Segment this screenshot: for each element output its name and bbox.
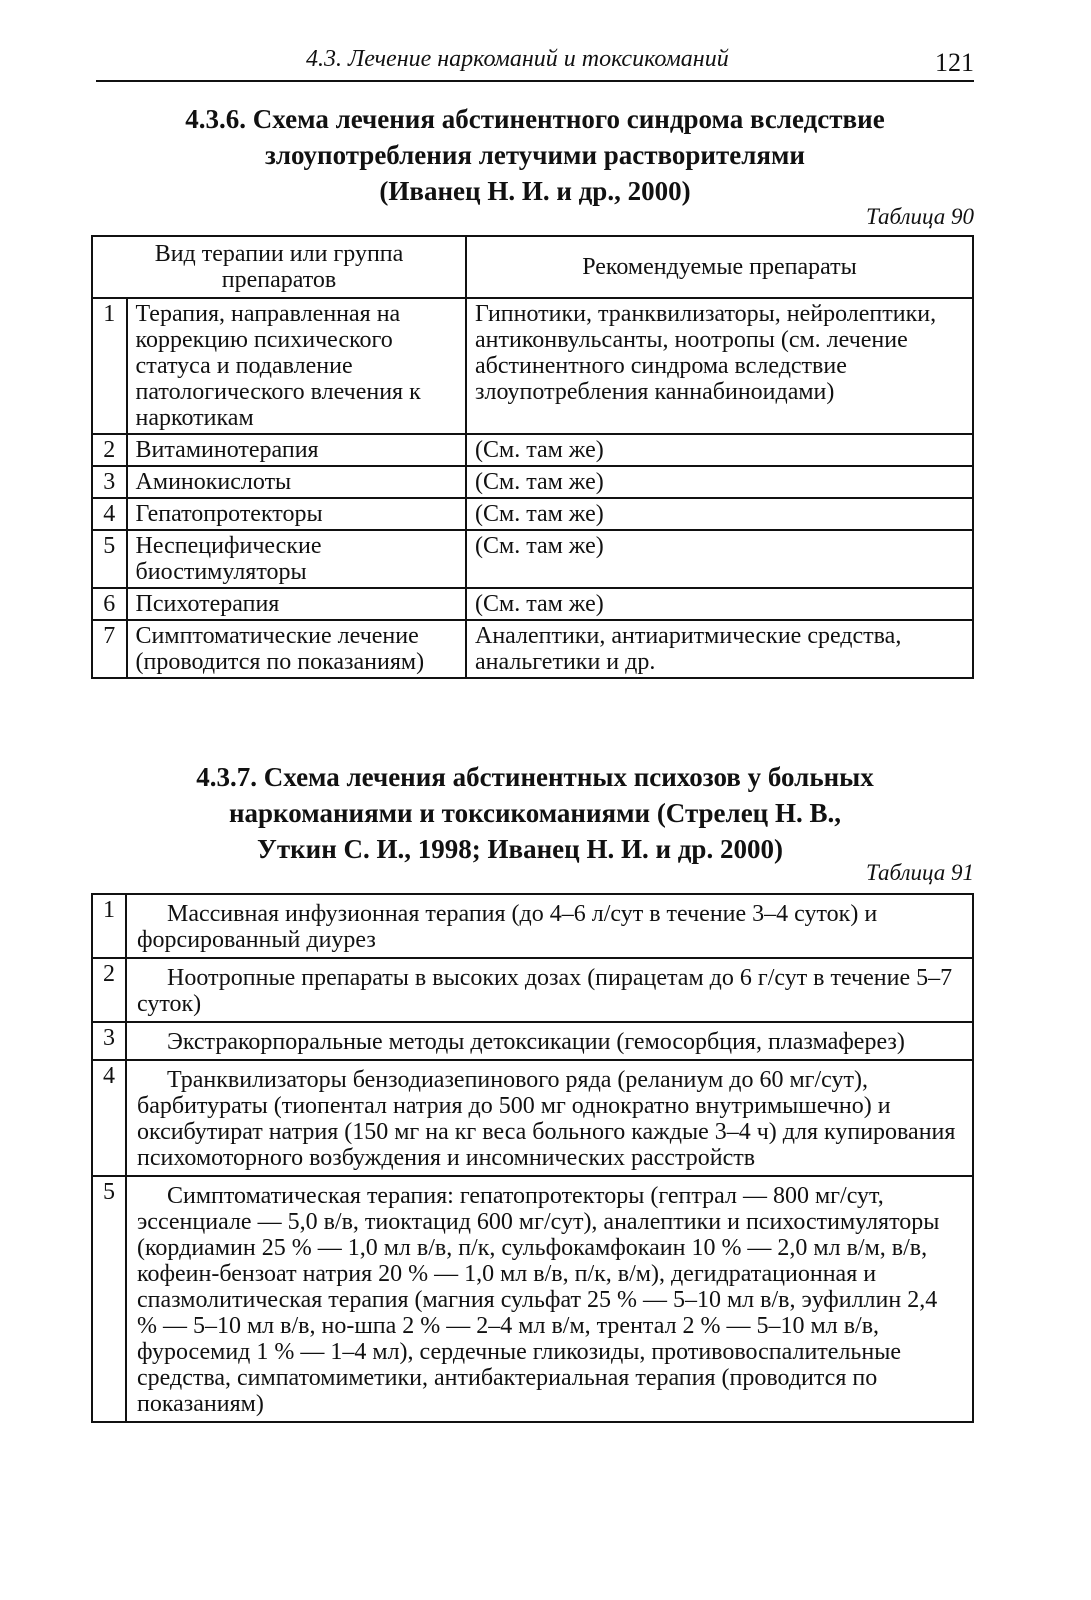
table-label-90: Таблица 90 bbox=[865, 204, 974, 229]
treatment-cell: Транквилизаторы бензодиазепинового ряда (реланиум до 60 мг/сут), барбитураты (тиопентал натрия до 500 мг однократно внутримышечно) и оксибутират натрия (150 мг на кг веса больного каждые 3–4 ч) для купирования психомоторного возбуждения и инсомнических расстройств bbox=[126, 1060, 973, 1176]
section-title-line: наркоманиями и токсикоманиями (Стрелец Н. В., bbox=[228, 798, 841, 828]
table-header-row bbox=[92, 236, 973, 298]
row-number: 3 bbox=[92, 1022, 126, 1060]
section-title-436 bbox=[96, 101, 974, 209]
row-number: 4 bbox=[92, 498, 127, 530]
row-number: 1 bbox=[92, 298, 127, 434]
treatment-cell: Массивная инфузионная терапия (до 4–6 л/сут в течение 3–4 суток) и форсированный диурез bbox=[126, 894, 973, 958]
table-row bbox=[92, 498, 973, 530]
therapy-cell: Витаминотерапия bbox=[127, 434, 466, 466]
table-row bbox=[92, 298, 973, 434]
page-number: 121 bbox=[935, 48, 974, 77]
table-row bbox=[92, 1060, 973, 1176]
table-row bbox=[92, 620, 973, 678]
therapy-cell: Неспецифические биостимуляторы bbox=[127, 530, 466, 588]
row-number: 2 bbox=[92, 434, 127, 466]
section-title-line: 4.3.7. Схема лечения абстинентных психозов у больных bbox=[196, 762, 874, 792]
drugs-cell: Аналептики, антиаритмические средства, анальгетики и др. bbox=[466, 620, 973, 678]
drugs-cell: (См. там же) bbox=[466, 498, 973, 530]
section-title-line: 4.3.6. Схема лечения абстинентного синдрома вследствие bbox=[185, 104, 885, 134]
row-number: 6 bbox=[92, 588, 127, 620]
therapy-cell: Психотерапия bbox=[127, 588, 466, 620]
drugs-cell: (См. там же) bbox=[466, 466, 973, 498]
table-row bbox=[92, 588, 973, 620]
table-row bbox=[92, 466, 973, 498]
drugs-cell: (См. там же) bbox=[466, 588, 973, 620]
table-row bbox=[92, 894, 973, 958]
row-number: 5 bbox=[92, 1176, 126, 1422]
section-title-line: злоупотребления летучими растворителями bbox=[265, 140, 805, 170]
row-number: 3 bbox=[92, 466, 127, 498]
therapy-cell: Аминокислоты bbox=[127, 466, 466, 498]
table-row bbox=[92, 530, 973, 588]
table-91 bbox=[91, 893, 974, 1423]
row-number: 7 bbox=[92, 620, 127, 678]
row-number: 5 bbox=[92, 530, 127, 588]
therapy-cell: Симптоматические лечение (проводится по показаниям) bbox=[127, 620, 466, 678]
row-number: 1 bbox=[92, 894, 126, 958]
treatment-cell: Ноотропные препараты в высоких дозах (пирацетам до 6 г/сут в течение 5–7 суток) bbox=[126, 958, 973, 1022]
section-title-line: (Иванец Н. И. и др., 2000) bbox=[379, 176, 691, 206]
table-row bbox=[92, 434, 973, 466]
table-row bbox=[92, 1176, 973, 1422]
running-title: 4.3. Лечение наркоманий и токсикоманий bbox=[306, 46, 729, 72]
drugs-cell: (См. там же) bbox=[466, 530, 973, 588]
treatment-cell: Симптоматическая терапия: гепатопротекторы (гептрал — 800 мг/сут, эссенциале — 5,0 в/в, тиоктацид 600 мг/сут), аналептики и психостимуляторы (кордиамин 25 % — 1,0 мл в/в, п/к, сульфокамфокаин 10 % — 2,0 мл в/м, в/в, кофеин-бензоат натрия 20 % — 1,0 мл в/в, п/к, в/м), дегидратационная и спазмолитическая терапия (магния сульфат 25 % — 5–10 мл в/в, эуфиллин 2,4 % — 5–10 мл в/в, но-шпа 2 % — 2–4 мл в/м, трентал 2 % — 5–10 мл в/в, фуросемид 1 % — 1–4 мл), сердечные гликозиды, противовоспалительные средства, симпатомиметики, антибактериальная терапия (проводится по показаниям) bbox=[126, 1176, 973, 1422]
row-number: 2 bbox=[92, 958, 126, 1022]
table-90 bbox=[91, 235, 974, 679]
therapy-cell: Терапия, направленная на коррекцию психического статуса и подавление патологического влечения к наркотикам bbox=[127, 298, 466, 434]
section-title-line: Уткин С. И., 1998; Иванец Н. И. и др. 2000) bbox=[257, 834, 783, 864]
row-number: 4 bbox=[92, 1060, 126, 1176]
column-header-therapy: Вид терапии или группа препаратов bbox=[92, 236, 466, 298]
drugs-cell: Гипнотики, транквилизаторы, нейролептики, антиконвульсанты, ноотропы (см. лечение абстинентного синдрома вследствие злоупотребления каннабиноидами) bbox=[466, 298, 973, 434]
treatment-cell: Экстракорпоральные методы детоксикации (гемосорбция, плазмаферез) bbox=[126, 1022, 973, 1060]
column-header-drugs: Рекомендуемые препараты bbox=[466, 236, 973, 298]
drugs-cell: (См. там же) bbox=[466, 434, 973, 466]
page-header bbox=[96, 40, 974, 82]
table-label-91: Таблица 91 bbox=[865, 860, 974, 885]
therapy-cell: Гепатопротекторы bbox=[127, 498, 466, 530]
section-title-437 bbox=[96, 759, 974, 867]
table-row bbox=[92, 958, 973, 1022]
table-row bbox=[92, 1022, 973, 1060]
